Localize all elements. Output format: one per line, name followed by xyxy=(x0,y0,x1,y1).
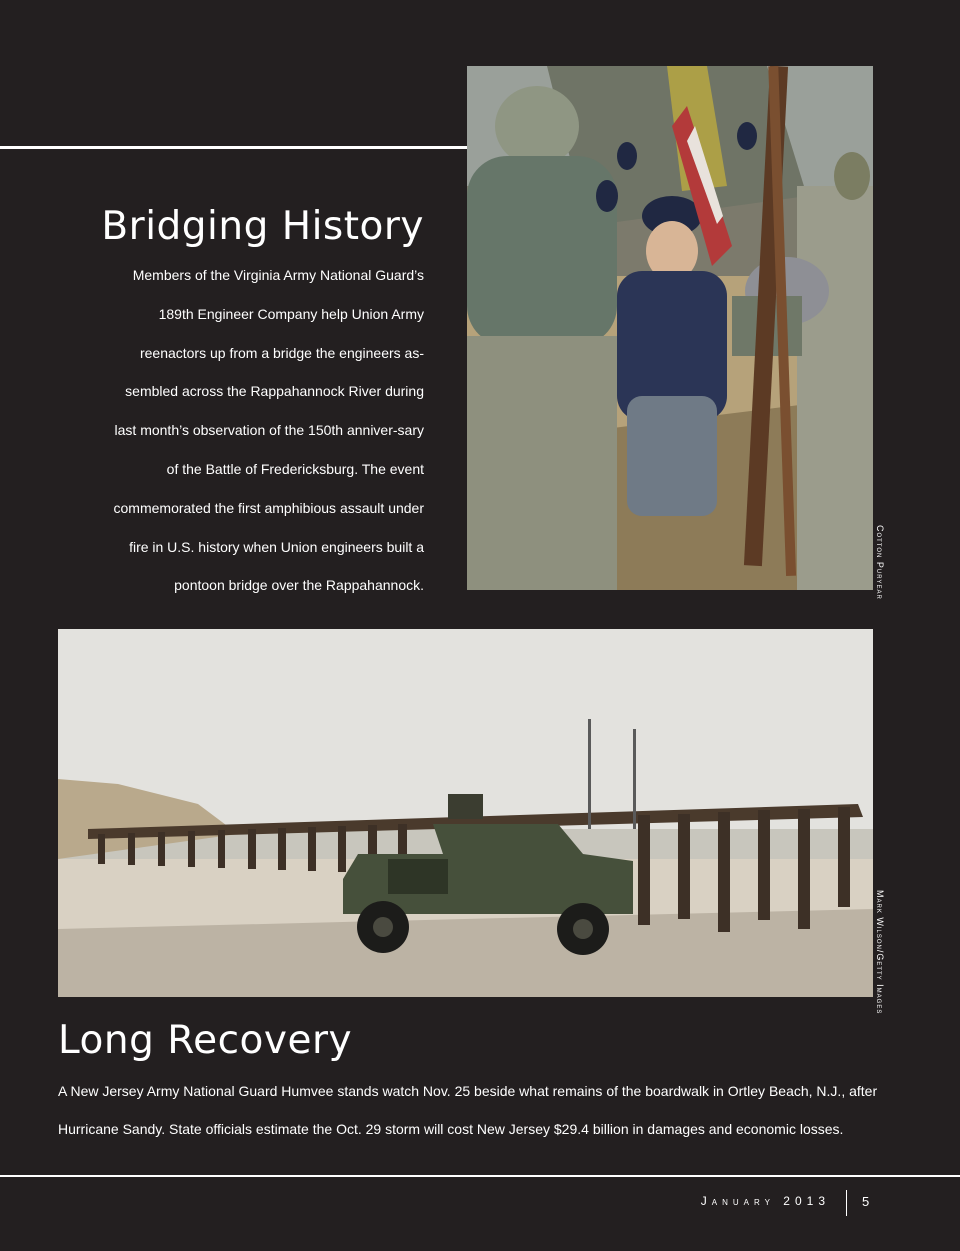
photo-credit: Cotton Puryear xyxy=(875,525,885,600)
section-title: Bridging History xyxy=(101,204,424,249)
photo-caption: Members of the Virginia Army National Guard’s 189th Engineer Company help Union Army reenactors up from a bridge the engineers as-sembled across the Rappahannock River during last month’s observation of the 150th anniver-sary of the Battle of Fredericksburg. The event commemorated the first amphibious assault under fire in U.S. history when Union engineers built a pontoon bridge over the Rappahannock. xyxy=(113,267,424,594)
issue-date: January 2013 xyxy=(700,1194,830,1208)
photo-credit: Mark Wilson/Getty Images xyxy=(875,890,885,1015)
photo-caption: A New Jersey Army National Guard Humvee stands watch Nov. 25 beside what remains of the boardwalk in Ortley Beach, N.J., after Hurricane Sandy. State officials estimate the Oct. 29 storm will cost New Jersey $29.4 billion in damages and economic losses. xyxy=(58,1083,878,1137)
bridging-history-photo xyxy=(467,66,873,590)
bottom-rule xyxy=(0,1175,960,1177)
folio-divider xyxy=(846,1190,847,1216)
top-rule xyxy=(0,146,467,149)
page-number: 5 xyxy=(862,1194,870,1209)
long-recovery-photo xyxy=(58,629,873,997)
section-title: Long Recovery xyxy=(58,1018,353,1063)
